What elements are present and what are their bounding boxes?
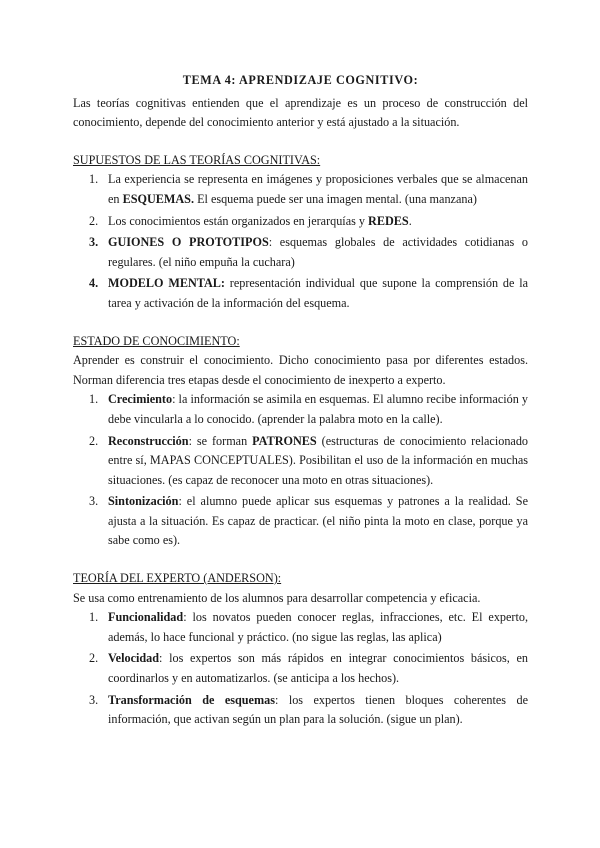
list-item	[73, 608, 528, 647]
item-text: .	[408, 213, 412, 228]
experto-list	[73, 608, 528, 730]
item-text: : la información se asimila en esquemas. El alumno recibe información y debe vincularla a lo conocido. (aprender la palabra moto en la calle).	[108, 392, 528, 426]
item-keyword: PATRONES	[252, 433, 317, 448]
item-keyword: GUIONES O PROTOTIPOS	[108, 235, 269, 250]
list-item	[73, 170, 528, 209]
item-number: 2.	[89, 213, 99, 228]
item-keyword: REDES	[368, 213, 409, 228]
list-item	[73, 492, 528, 551]
item-number: 3.	[89, 235, 99, 250]
list-item	[73, 212, 528, 232]
estado-intro: Aprender es construir el conocimiento. Dicho conocimiento pasa por diferentes estados. Norman diferencia tres etapas desde el conocimiento de inexperto a experto.	[73, 353, 528, 387]
item-text: : se forman	[188, 433, 253, 448]
item-text: La experiencia se representa en imágenes y proposiciones verbales que se almacenan en	[108, 172, 528, 206]
item-keyword: Funcionalidad	[108, 610, 184, 625]
item-text: (estructuras de conocimiento relacionado entre sí, MAPAS CONCEPTUALES). Posibilitan el uso de la información en muchas situaciones. (es capaz de reconocer una moto en otras situaciones).	[108, 433, 529, 487]
item-keyword: ESQUEMAS.	[122, 191, 195, 206]
list-item	[73, 432, 528, 491]
page-title: TEMA 4: APRENDIZAJE COGNITIVO:	[182, 73, 419, 87]
item-keyword: Velocidad	[108, 651, 160, 666]
item-keyword: Crecimiento	[108, 392, 173, 407]
item-text: : el alumno puede aplicar sus esquemas y patrones a la realidad. Se ajusta a la situación. Es capaz de practicar. (el niño pinta la moto en clase, porque ya sabe como es).	[108, 494, 528, 548]
intro-paragraph: Las teorías cognitivas entienden que el aprendizaje es un proceso de construcción del conocimiento, depende del conocimiento anterior y está ajustado a la situación.	[73, 95, 528, 130]
item-keyword: MODELO MENTAL:	[108, 276, 225, 291]
item-keyword: Reconstrucción	[108, 433, 189, 448]
section-heading-estado: ESTADO DE CONOCIMIENTO:	[73, 333, 240, 348]
experto-intro: Se usa como entrenamiento de los alumnos para desarrollar competencia y eficacia.	[73, 590, 481, 605]
section-heading-supuestos: SUPUESTOS DE LAS TEORÍAS COGNITIVAS:	[73, 152, 321, 167]
item-text: representación individual que supone la comprensión de la tarea y activación de la información del esquema.	[108, 276, 528, 310]
list-item	[73, 649, 528, 688]
item-number: 3.	[89, 494, 99, 509]
item-text: Los conocimientos están organizados en jerarquías y	[108, 213, 369, 228]
item-number: 2.	[89, 433, 99, 448]
list-item	[73, 390, 528, 429]
list-item	[73, 233, 528, 272]
item-text: : los expertos tienen bloques coherentes de información, que activan según un plan para la solución. (sigue un plan).	[108, 692, 528, 727]
estado-list	[73, 390, 528, 551]
item-number: 4.	[89, 276, 99, 291]
list-item	[73, 691, 528, 730]
item-text: : los expertos son más rápidos en integrar conocimientos básicos, en coordinarlos y en automatizarlos. (se anticipa a los hechos).	[108, 651, 528, 686]
supuestos-list	[73, 170, 528, 313]
item-number: 1.	[89, 392, 99, 407]
item-keyword: Sintonización	[108, 494, 179, 509]
item-text: : los novatos pueden conocer reglas, infracciones, etc. El experto, además, lo hace funcional y práctico. (no sigue las reglas, las aplica)	[108, 610, 528, 644]
section-heading-experto: TEORÍA DEL EXPERTO (ANDERSON):	[73, 571, 282, 586]
item-number: 2.	[89, 651, 99, 666]
document-page	[73, 71, 528, 732]
item-text: El esquema puede ser una imagen mental. (una manzana)	[194, 191, 477, 206]
item-number: 3.	[89, 692, 99, 707]
item-keyword: Transformación de esquemas	[108, 692, 275, 707]
item-number: 1.	[89, 172, 99, 187]
item-number: 1.	[89, 610, 99, 625]
item-text: : esquemas globales de actividades cotidianas o regulares. (el niño empuña la cuchara)	[108, 235, 528, 269]
list-item	[73, 274, 528, 313]
